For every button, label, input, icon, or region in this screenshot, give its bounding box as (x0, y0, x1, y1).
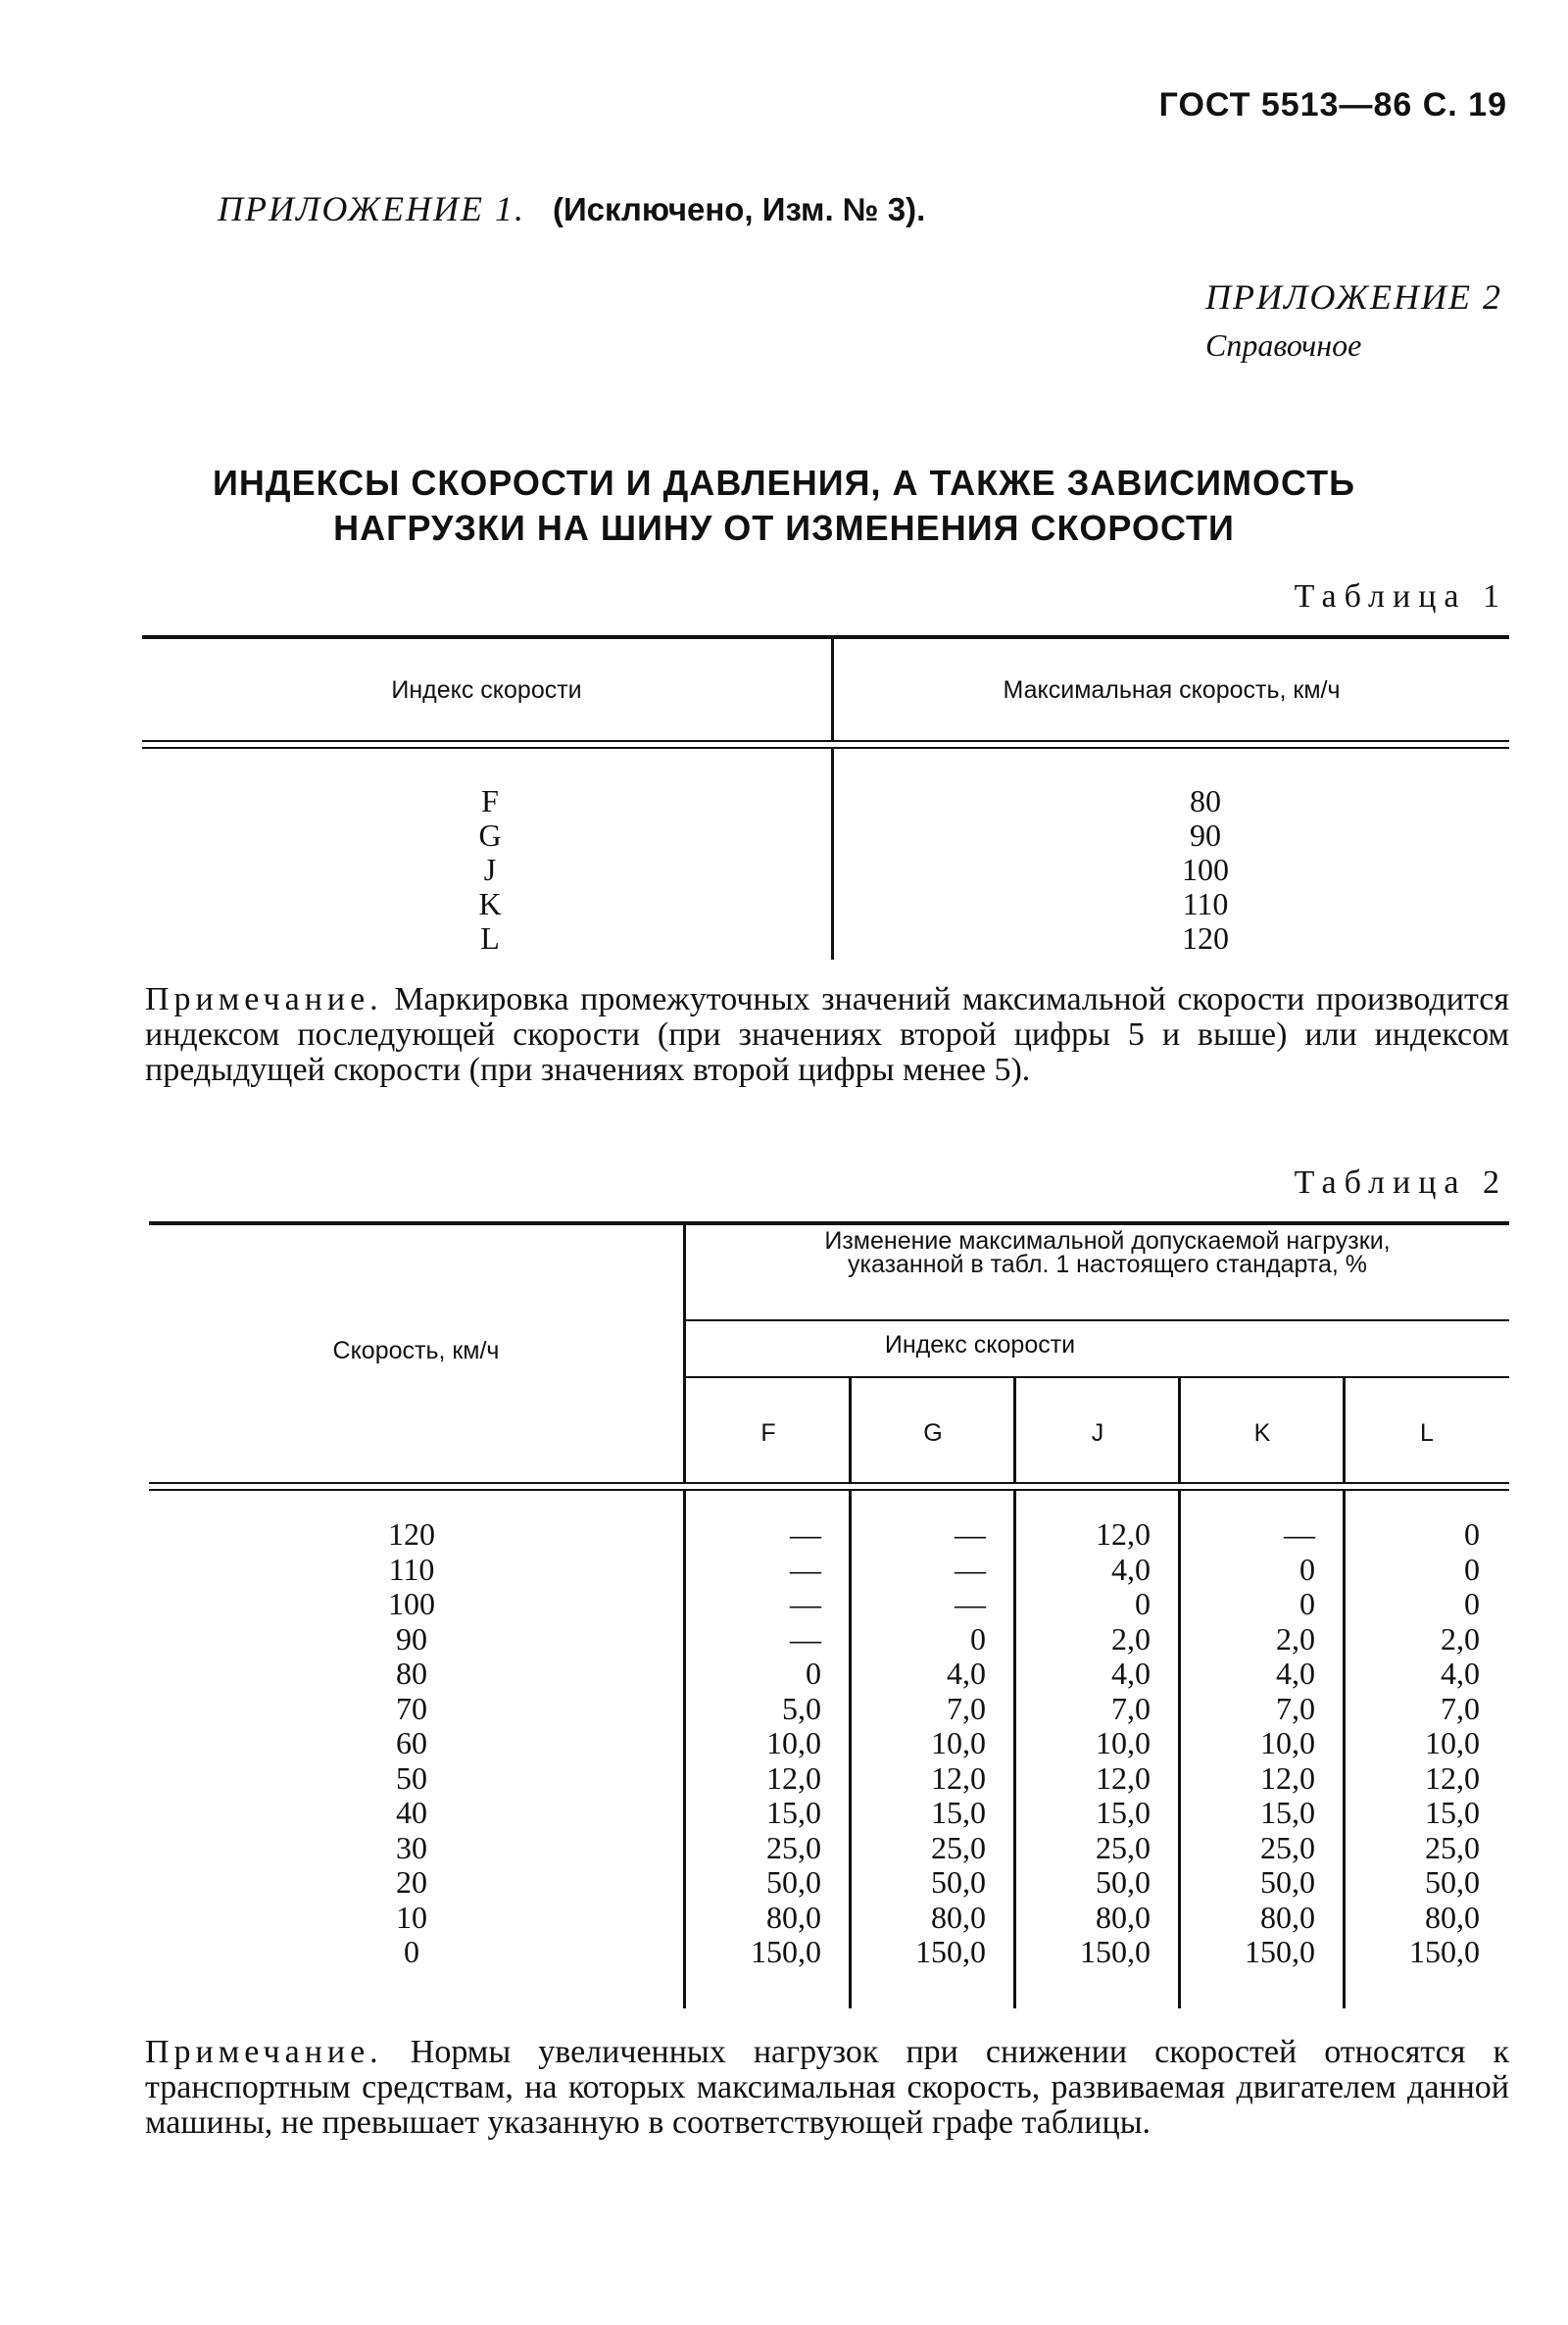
table-1-index-cell: G (478, 817, 502, 853)
table-2-value-column (851, 1517, 986, 1970)
table-2-value-cell: 15,0 (1096, 1795, 1151, 1830)
table-2-value-cell: — (1284, 1516, 1315, 1552)
heading-line-2: НАГРУЗКИ НА ШИНУ ОТ ИЗМЕНЕНИЯ СКОРОСТИ (333, 508, 1235, 548)
table-2-value-cell: 0 (1464, 1516, 1480, 1552)
table-2-value-cell: — (955, 1516, 986, 1552)
table-2-value-column (1345, 1517, 1480, 1970)
table-2-value-cell: 12,0 (1260, 1759, 1315, 1796)
table-2-value-cell: 50,0 (931, 1864, 986, 1900)
table-2-index-header-cell: J (1091, 1419, 1104, 1447)
table-2-value-cell: 25,0 (931, 1829, 986, 1865)
table-2-value-cell: 150,0 (1409, 1934, 1480, 1969)
table-2-speed-cell: 110 (388, 1551, 435, 1587)
note-2-text: Нормы увеличенных нагрузок при снижении скоростей относятся к транспортным средствам, на которых максимальная скорость, развиваемая двигателем данной машины, не превышает указанную в соответствующей графе таблицы. (145, 2034, 1509, 2141)
table-2-value-cell: 7,0 (947, 1690, 986, 1726)
table-2-value-cell: 80,0 (931, 1899, 986, 1935)
table-1-speed-cell: 120 (1182, 920, 1229, 956)
table-2-speed-cell: 120 (388, 1516, 435, 1552)
table-1-label: Таблица 1 (1294, 578, 1507, 615)
table-2-value-cell: 15,0 (931, 1795, 986, 1830)
page-header-standard: ГОСТ 5513—86 С. 19 (1158, 86, 1507, 124)
table-1-speed-cell: 90 (1190, 817, 1221, 853)
table-2-value-cell: — (790, 1586, 821, 1621)
note-1-lead: Примечание. (145, 981, 383, 1017)
table-1-speed-cell: 100 (1182, 852, 1229, 887)
table-1-col-index: Индекс скорости (391, 676, 582, 704)
table-2-label: Таблица 2 (1294, 1164, 1507, 1201)
table-2-value-cell: 0 (1464, 1586, 1480, 1621)
table-2-index-header-cell: K (1253, 1419, 1271, 1447)
appendix-1-title: ПРИЛОЖЕНИЕ 1. (218, 189, 525, 228)
table-2-speed-cell: 80 (396, 1656, 427, 1691)
table-2-subgroup-header: Индекс скорости (884, 1331, 1076, 1359)
table-2-value-column (686, 1517, 821, 1970)
table-2-value-cell: 4,0 (1441, 1656, 1480, 1691)
heading-line-1: ИНДЕКСЫ СКОРОСТИ И ДАВЛЕНИЯ, А ТАКЖЕ ЗАВИСИМОСТЬ (213, 463, 1355, 503)
table-2-speed-cell: 40 (396, 1795, 427, 1830)
table-2-value-cell: 7,0 (1111, 1690, 1151, 1726)
table-1-index-cell: L (480, 920, 500, 956)
table-2-value-cell: 0 (970, 1620, 986, 1657)
table-2-value-cell: 12,0 (766, 1759, 821, 1796)
table-1-header-rule-2 (142, 747, 1509, 749)
table-2-value-cell: 12,0 (1425, 1759, 1480, 1796)
table-2-value-cell: — (955, 1586, 986, 1621)
table-1-index-cell: J (483, 852, 497, 887)
table-2-value-cell: 25,0 (1260, 1829, 1315, 1865)
table-2-subgroup-rule (686, 1376, 1509, 1378)
table-2-speed-cell: 30 (396, 1829, 427, 1865)
table-2-value-cell: 80,0 (1096, 1899, 1151, 1935)
table-1-top-rule (142, 635, 1509, 639)
table-2-speed-cell: 90 (396, 1620, 427, 1657)
table-1-speed-column (1127, 784, 1284, 956)
table-2-value-cell: 10,0 (1096, 1725, 1151, 1760)
table-2-value-cell: 10,0 (1425, 1725, 1480, 1760)
table-2-value-cell: 7,0 (1276, 1690, 1315, 1726)
table-1-col-speed: Максимальная скорость, км/ч (1003, 676, 1341, 704)
table-2-top-rule (149, 1221, 1509, 1225)
table-2-speed-cell: 60 (396, 1725, 427, 1760)
table-1-speed-cell: 110 (1182, 886, 1229, 921)
table-2-index-header-cell: L (1420, 1419, 1434, 1447)
table-2-value-cell: 12,0 (1096, 1759, 1151, 1796)
table-2-value-cell: 0 (1299, 1551, 1315, 1587)
note-1-text: Маркировка промежуточных значений максимальной скорости производится индексом последующей скорости (при значениях второй цифры 5 и выше) или индексом предыдущей скорости (при значениях второй цифры менее 5). (145, 981, 1509, 1088)
table-2-value-cell: — (790, 1551, 821, 1587)
table-2-value-cell: 4,0 (947, 1656, 986, 1691)
table-2-value-cell: 4,0 (1111, 1551, 1151, 1587)
table-2-value-cell: 10,0 (766, 1725, 821, 1760)
table-2-value-cell: 50,0 (1260, 1864, 1315, 1900)
note-2 (145, 2035, 1509, 2141)
table-2-value-cell: 0 (1464, 1551, 1480, 1587)
table-2-value-cell: 80,0 (1425, 1899, 1480, 1935)
table-2-value-cell: 15,0 (1260, 1795, 1315, 1830)
table-2-value-cell: 15,0 (766, 1795, 821, 1830)
appendix-1-status: (Исключено, Изм. № 3). (552, 191, 926, 227)
table-2-col-speed: Скорость, км/ч (332, 1337, 500, 1364)
table-2-value-cell: 12,0 (1096, 1516, 1151, 1552)
table-2-value-cell: 80,0 (766, 1899, 821, 1935)
table-2-value-cell: 50,0 (1096, 1864, 1151, 1900)
table-2-value-cell: — (955, 1551, 986, 1587)
table-2-value-cell: 4,0 (1276, 1656, 1315, 1691)
table-2-speed-cell: 100 (388, 1586, 435, 1621)
table-2-value-cell: 2,0 (1276, 1620, 1315, 1657)
appendix-1 (218, 188, 925, 229)
table-1-index-column (412, 784, 568, 956)
table-2-index-header-cell: G (923, 1419, 943, 1447)
table-2-value-cell: 12,0 (931, 1759, 986, 1796)
table-2-group-header: Изменение максимальной допускаемой нагрузки, указанной в табл. 1 настоящего стандарта, % (824, 1227, 1391, 1278)
table-2-index-header-cell: F (760, 1419, 776, 1447)
note-1 (145, 982, 1509, 1088)
table-2-value-cell: 15,0 (1425, 1795, 1480, 1830)
table-1-speed-cell: 80 (1190, 783, 1221, 818)
table-2-value-cell: 0 (1135, 1586, 1151, 1621)
table-2-speed-cell: 20 (396, 1864, 427, 1900)
table-1-index-cell: F (481, 783, 499, 818)
table-2-speed-column (333, 1517, 490, 1970)
table-2-value-cell: 7,0 (1441, 1690, 1480, 1726)
table-2-header-rule-2 (149, 1489, 1509, 1491)
appendix-2-title: ПРИЛОЖЕНИЕ 2 (1205, 277, 1502, 317)
table-2-value-cell: 25,0 (766, 1829, 821, 1865)
note-2-lead: Примечание. (145, 2034, 383, 2070)
table-2-value-cell: 2,0 (1111, 1620, 1151, 1657)
table-2-value-cell: 0 (806, 1656, 821, 1691)
table-2-value-cell: — (790, 1516, 821, 1552)
table-2-speed-cell: 10 (396, 1899, 427, 1935)
table-1-body-divider (831, 749, 834, 960)
table-2-group-rule (686, 1319, 1509, 1321)
table-2-value-cell: 5,0 (782, 1690, 821, 1726)
table-1-header-rule-1 (142, 740, 1509, 742)
table-2-value-cell: 150,0 (1080, 1934, 1151, 1969)
table-2-value-column (1015, 1517, 1151, 1970)
table-2-value-cell: 150,0 (915, 1934, 986, 1969)
table-2-value-cell: 50,0 (1425, 1864, 1480, 1900)
table-2-value-cell: — (790, 1620, 821, 1657)
table-2-value-cell: 10,0 (931, 1725, 986, 1760)
table-1-index-cell: K (478, 886, 502, 921)
table-2-value-cell: 150,0 (1245, 1934, 1315, 1969)
appendix-2-subtitle: Справочное (1205, 327, 1362, 363)
table-2-value-cell: 10,0 (1260, 1725, 1315, 1760)
table-2-value-cell: 80,0 (1260, 1899, 1315, 1935)
table-2-speed-cell: 0 (404, 1934, 419, 1969)
table-2-speed-cell: 70 (396, 1690, 427, 1726)
table-2-value-cell: 25,0 (1425, 1829, 1480, 1865)
table-2-value-cell: 150,0 (751, 1934, 821, 1969)
table-2-value-column (1180, 1517, 1315, 1970)
table-2-value-cell: 50,0 (766, 1864, 821, 1900)
table-2-header-rule-1 (149, 1482, 1509, 1484)
table-2-speed-cell: 50 (396, 1759, 427, 1796)
table-2-value-cell: 4,0 (1111, 1656, 1151, 1691)
table-2-value-cell: 2,0 (1441, 1620, 1480, 1657)
table-2-value-cell: 25,0 (1096, 1829, 1151, 1865)
table-2-value-cell: 0 (1299, 1586, 1315, 1621)
